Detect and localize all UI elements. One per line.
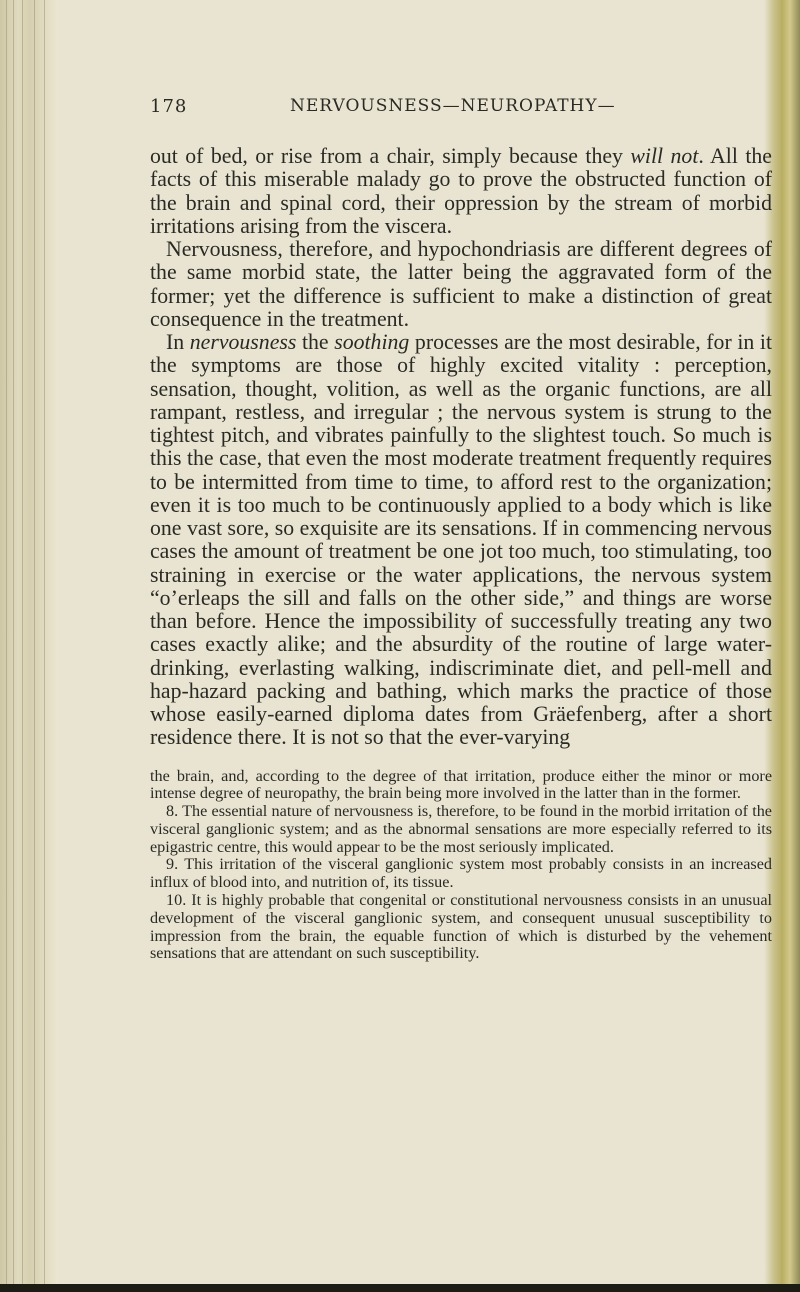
text-run: Nervousness, therefore, and hypochondriasis are different degrees of the same morbid state, the latter being the aggravated form of the former; yet the difference is sufficient to make a distinction of great consequence in the treatment. bbox=[150, 237, 772, 331]
footnote: 9. This irritation of the visceral ganglionic system most probably consists in an increased influx of blood into, and nutrition of, its tissue. bbox=[150, 855, 772, 892]
text-run: out of bed, or rise from a chair, simply because they bbox=[150, 144, 631, 168]
footnotes bbox=[150, 768, 772, 964]
footnote: 10. It is highly probable that congenital or constitutional nervousness consists in an unusual development of the visceral ganglionic system, and consequent unusual susceptibility to impression from the brain, the equable function of which is disturbed by the vehement sensations that are attendant on such susceptibility. bbox=[150, 891, 772, 963]
paragraph bbox=[150, 238, 772, 331]
page-number: 178 bbox=[150, 96, 188, 117]
italic-text: nervousness bbox=[189, 330, 297, 354]
paragraph bbox=[150, 331, 772, 750]
book-page bbox=[150, 96, 772, 963]
paragraph bbox=[150, 145, 772, 238]
text-run: the bbox=[296, 330, 335, 354]
footnote: 8. The essential nature of nervousness is, therefore, to be found in the morbid irritation of the visceral ganglionic system; and as the abnormal sensations are more especially referred to its epigastric centre, this would appear to be the most seriously implicated. bbox=[150, 802, 772, 856]
main-text bbox=[150, 145, 772, 750]
running-header bbox=[150, 96, 772, 117]
running-title: NERVOUSNESS—NEUROPATHY— bbox=[290, 96, 616, 116]
scan-bottom-edge bbox=[0, 1284, 800, 1292]
text-run: In bbox=[166, 330, 190, 354]
footnote: the brain, and, according to the degree of that irritation, produce either the minor or more intense degree of neuropathy, the brain being more involved in the latter than in the former. bbox=[150, 766, 772, 803]
italic-text: will not bbox=[630, 144, 699, 168]
text-run: processes are the most desirable, for in it the symptoms are those of highly excited vitality : perception, sensation, thought, volition, as well as the organic functions, are all rampant, restless, and irregular ; the nervous system is strung to the tightest pitch, and vibrates painfully to the slightest touch. So much is this the case, that even the most moderate treatment frequently requires to be intermitted from time to time, to afford rest to the organization; even it is too much to be continuously applied to a body which is like one vast sore, so exquisite are its sensations. If in commencing nervous cases the amount of treatment be one jot too much, too stimulating, too straining in exercise or the water applications, the nervous system “o’erleaps the sill and falls on the other side,” and things are worse than before. Hence the impossibility of successfully treating any two cases exactly alike; and the absurdity of the routine of large water-drinking, everlasting walking, indiscriminate diet, and pell-mell and hap-hazard packing and bathing, which marks the practice of those whose easily-earned diploma dates from Gräefenberg, after a short residence there. It is not so that the ever-varying bbox=[150, 330, 773, 750]
book-binding-shadow bbox=[0, 0, 58, 1292]
italic-text: soothing bbox=[334, 330, 410, 354]
text-run: . All the facts of this miserable malady go to prove the obstructed function of the brain and spinal cord, their oppression by the stream of morbid irritations arising from the viscera. bbox=[150, 144, 772, 238]
